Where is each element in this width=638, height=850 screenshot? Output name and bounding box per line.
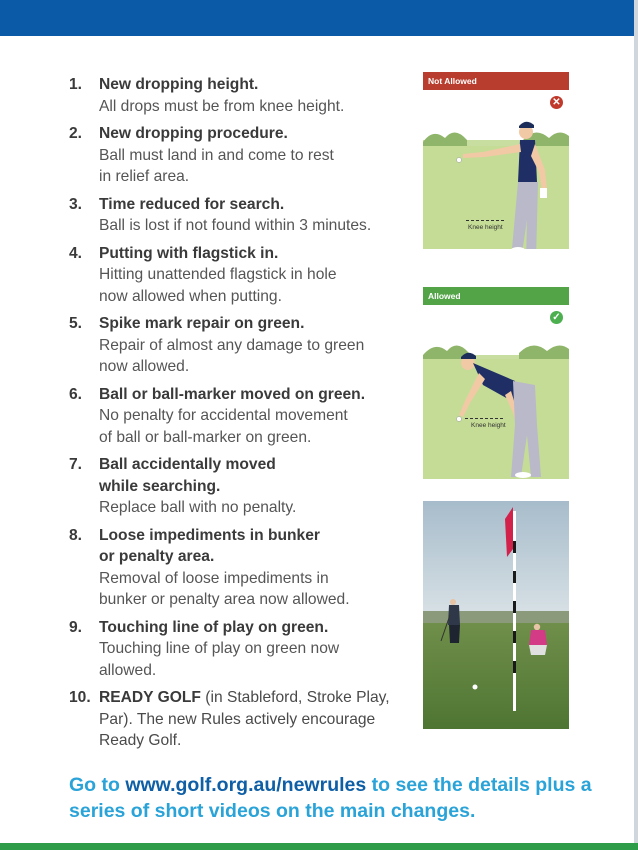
rule-description: Removal of loose impediments in bunker or penalty area now allowed.: [99, 569, 350, 608]
rule-title: Time reduced for search.: [99, 195, 285, 213]
rule-title: New dropping height.: [99, 76, 259, 93]
rule-title: Putting with flagstick in.: [99, 244, 279, 262]
rule-item: [69, 313, 414, 378]
rule-description: Repair of almost any damage to green now allowed.: [99, 336, 365, 375]
not-allowed-illustration: [423, 72, 569, 249]
rule-title: READY GOLF: [99, 689, 201, 706]
not-allowed-label: Not Allowed: [423, 72, 569, 90]
rule-description: All drops must be from knee height.: [99, 97, 345, 115]
bottom-banner-bar: [0, 843, 638, 850]
rule-item: [69, 454, 414, 519]
rule-number: 6.: [69, 385, 83, 403]
cross-icon: ✕: [550, 96, 563, 109]
not-allowed-scene: [423, 90, 569, 249]
rule-title: New dropping procedure.: [99, 125, 288, 142]
rule-number: 7.: [69, 456, 83, 473]
knee-height-marker: [465, 418, 503, 419]
rule-description: Hitting unattended flagstick in hole now allowed when putting.: [99, 266, 337, 305]
rule-number: 1.: [69, 76, 83, 93]
allowed-label: Allowed: [423, 287, 569, 305]
rule-item: [69, 384, 414, 449]
rule-title: Spike mark repair on green.: [99, 315, 305, 332]
rule-description: Touching line of play on green now allowed.: [99, 640, 340, 679]
rule-number: 9.: [69, 618, 83, 636]
rule-description: No penalty for accidental movement of ball or ball-marker on green.: [99, 407, 348, 446]
rule-title: Touching line of play on green.: [99, 618, 329, 636]
rule-description: Ball must land in and come to rest in relief area.: [99, 146, 334, 185]
rule-number: 5.: [69, 315, 83, 332]
page-edge: [634, 0, 638, 850]
allowed-scene: [423, 305, 569, 479]
rule-item: [69, 525, 414, 611]
rule-item: [69, 123, 414, 188]
top-banner-bar: [0, 0, 638, 36]
footer-text-before: Go to: [69, 774, 126, 796]
rule-item: [69, 243, 414, 308]
rule-title: Ball accidentally moved while searching.: [99, 456, 276, 495]
rule-number: 8.: [69, 526, 83, 544]
knee-height-marker: [466, 220, 504, 221]
knee-height-label: Knee height: [468, 224, 503, 231]
check-icon: ✓: [550, 311, 563, 324]
rule-item: [69, 617, 414, 682]
golfer-drop-knee-image: [423, 305, 569, 479]
rule-number: 2.: [69, 125, 83, 142]
rules-list: [69, 74, 414, 758]
rule-number: 4.: [69, 244, 83, 262]
flagstick-green-photo: [423, 501, 569, 729]
rule-title: Loose impediments in bunker or penalty area.: [99, 526, 320, 565]
footer-cta: [69, 772, 609, 824]
rule-description: Replace ball with no penalty.: [99, 499, 297, 516]
rule-description: Ball is lost if not found within 3 minutes.: [99, 217, 372, 234]
rule-number: 3.: [69, 195, 83, 213]
knee-height-label: Knee height: [471, 422, 506, 429]
footer-text-after: to see the details plus a series of short videos on the main changes.: [69, 774, 592, 822]
newrules-link[interactable]: www.golf.org.au/newrules: [125, 774, 367, 796]
rule-description: (in Stableford, Stroke Play, Par). The new Rules actively encourage Ready Golf.: [99, 689, 390, 749]
rule-item: [69, 194, 414, 237]
rule-item: [69, 74, 414, 117]
rule-number: 10.: [69, 689, 91, 706]
allowed-illustration: [423, 287, 569, 479]
rule-title: Ball or ball-marker moved on green.: [99, 385, 366, 403]
rule-item-ready-golf: [69, 687, 414, 752]
